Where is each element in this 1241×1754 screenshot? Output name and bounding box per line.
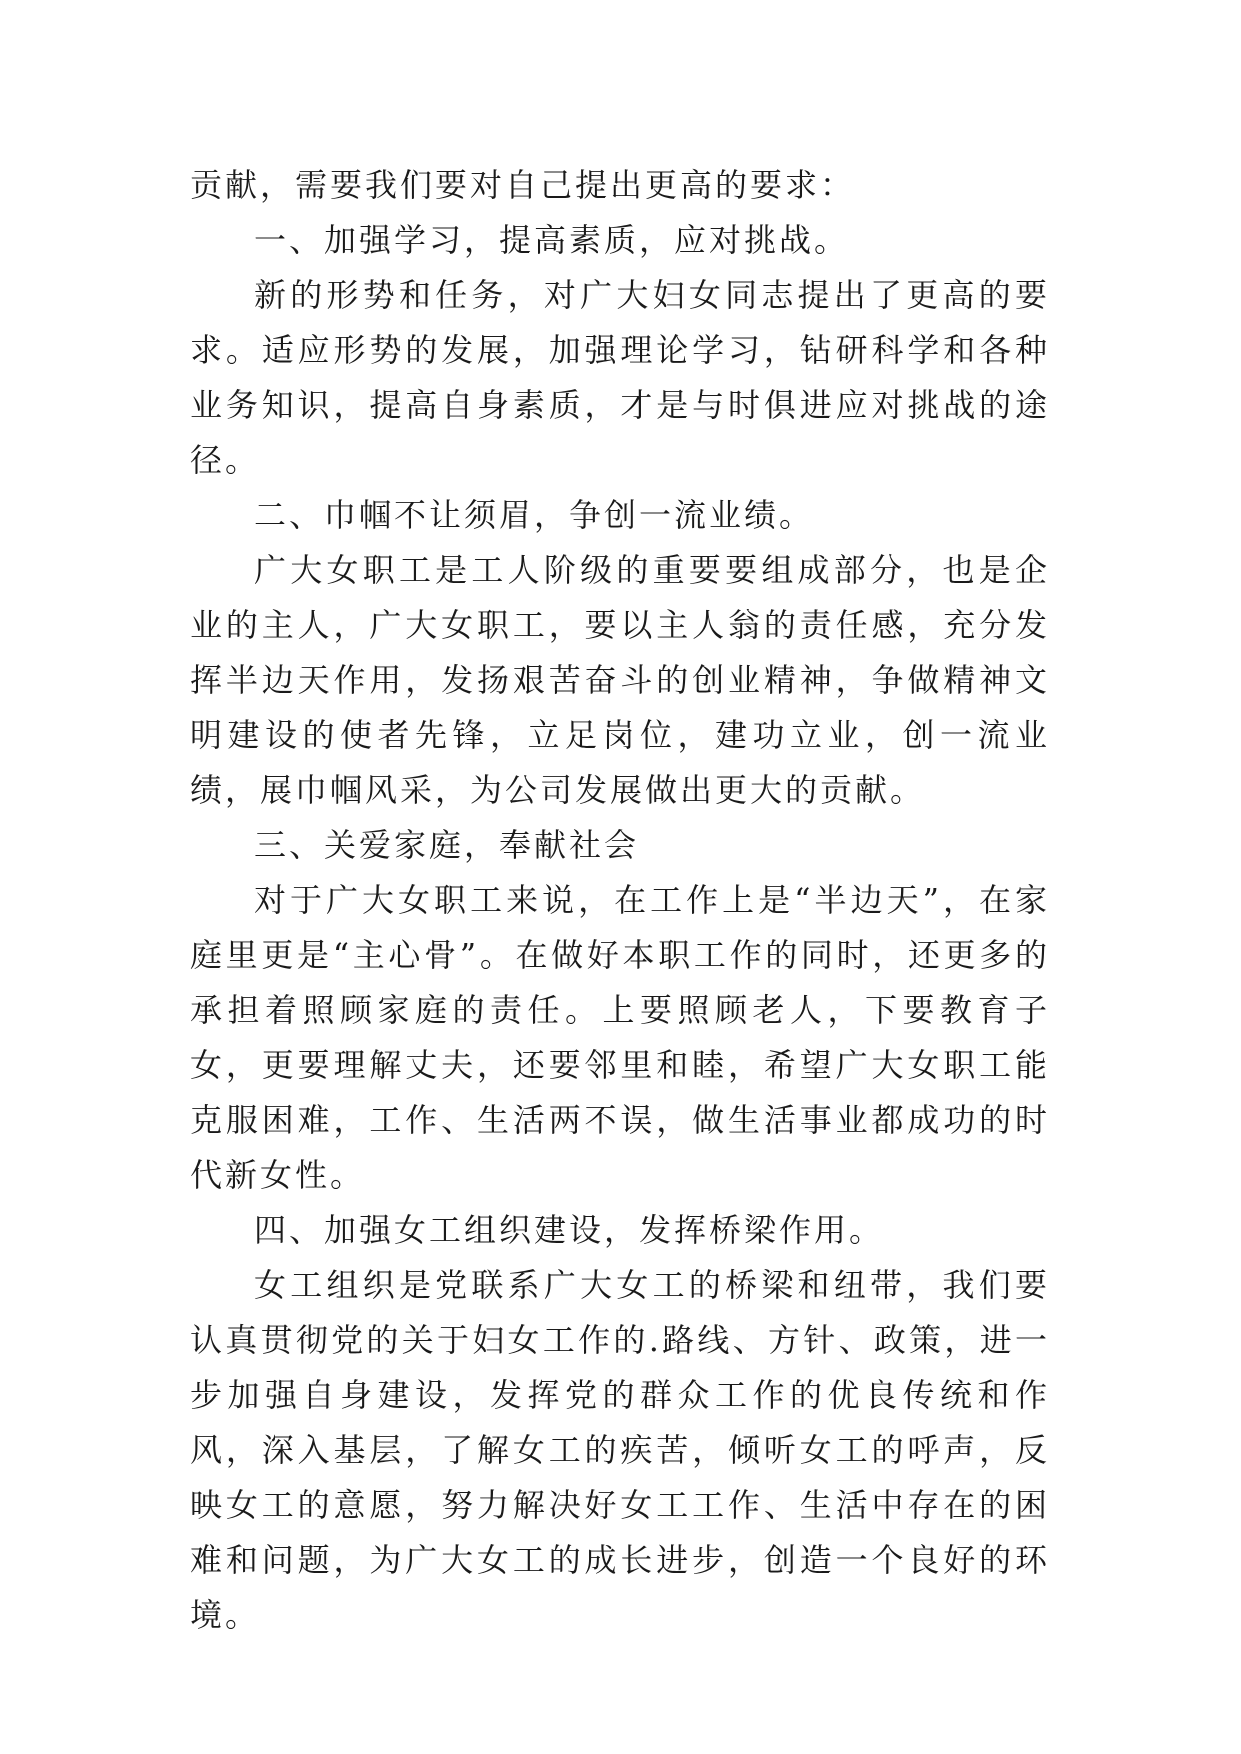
- paragraph-section-4: 女工组织是党联系广大女工的桥梁和纽带，我们要认真贯彻党的关于妇女工作的.路线、方针、政策，进一步加强自身建设，发挥党的群众工作的优良传统和作风，深入基层，了解女工的疾苦，倾听女工的呼声，反映女工的意愿，努力解决好女工工作、生活中存在的困难和问题，为广大女工的成长进步，创造一个良好的环境。: [190, 1266, 1050, 1634]
- paragraph-section-2: 广大女职工是工人阶级的重要要组成部分，也是企业的主人，广大女职工，要以主人翁的责任感，充分发挥半边天作用，发扬艰苦奋斗的创业精神，争做精神文明建设的使者先锋，立足岗位，建功立业，创一流业绩，展巾帼风采，为公司发展做出更大的贡献。: [190, 551, 1050, 809]
- paragraph-section-1: 新的形势和任务，对广大妇女同志提出了更高的要求。适应形势的发展，加强理论学习，钻研科学和各种业务知识，提高自身素质，才是与时俱进应对挑战的途径。: [190, 276, 1050, 479]
- paragraph-section-3: 对于广大女职工来说，在工作上是“半边天”，在家庭里更是“主心骨”。在做好本职工作的同时，还更多的承担着照顾家庭的责任。上要照顾老人，下要教育子女，更要理解丈夫，还要邻里和睦，希望广大女职工能克服困难，工作、生活两不误，做生活事业都成功的时代新女性。: [190, 881, 1050, 1194]
- section-heading-1: 一、加强学习，提高素质，应对挑战。: [254, 221, 850, 259]
- section-heading-3: 三、关爱家庭，奉献社会: [254, 826, 640, 864]
- paragraph-continuation: 贡献，需要我们要对自己提出更高的要求：: [190, 166, 856, 204]
- document-body: [190, 158, 1050, 1643]
- section-heading-4: 四、加强女工组织建设，发挥桥梁作用。: [254, 1211, 885, 1249]
- section-heading-2: 二、巾帼不让须眉，争创一流业绩。: [254, 496, 815, 534]
